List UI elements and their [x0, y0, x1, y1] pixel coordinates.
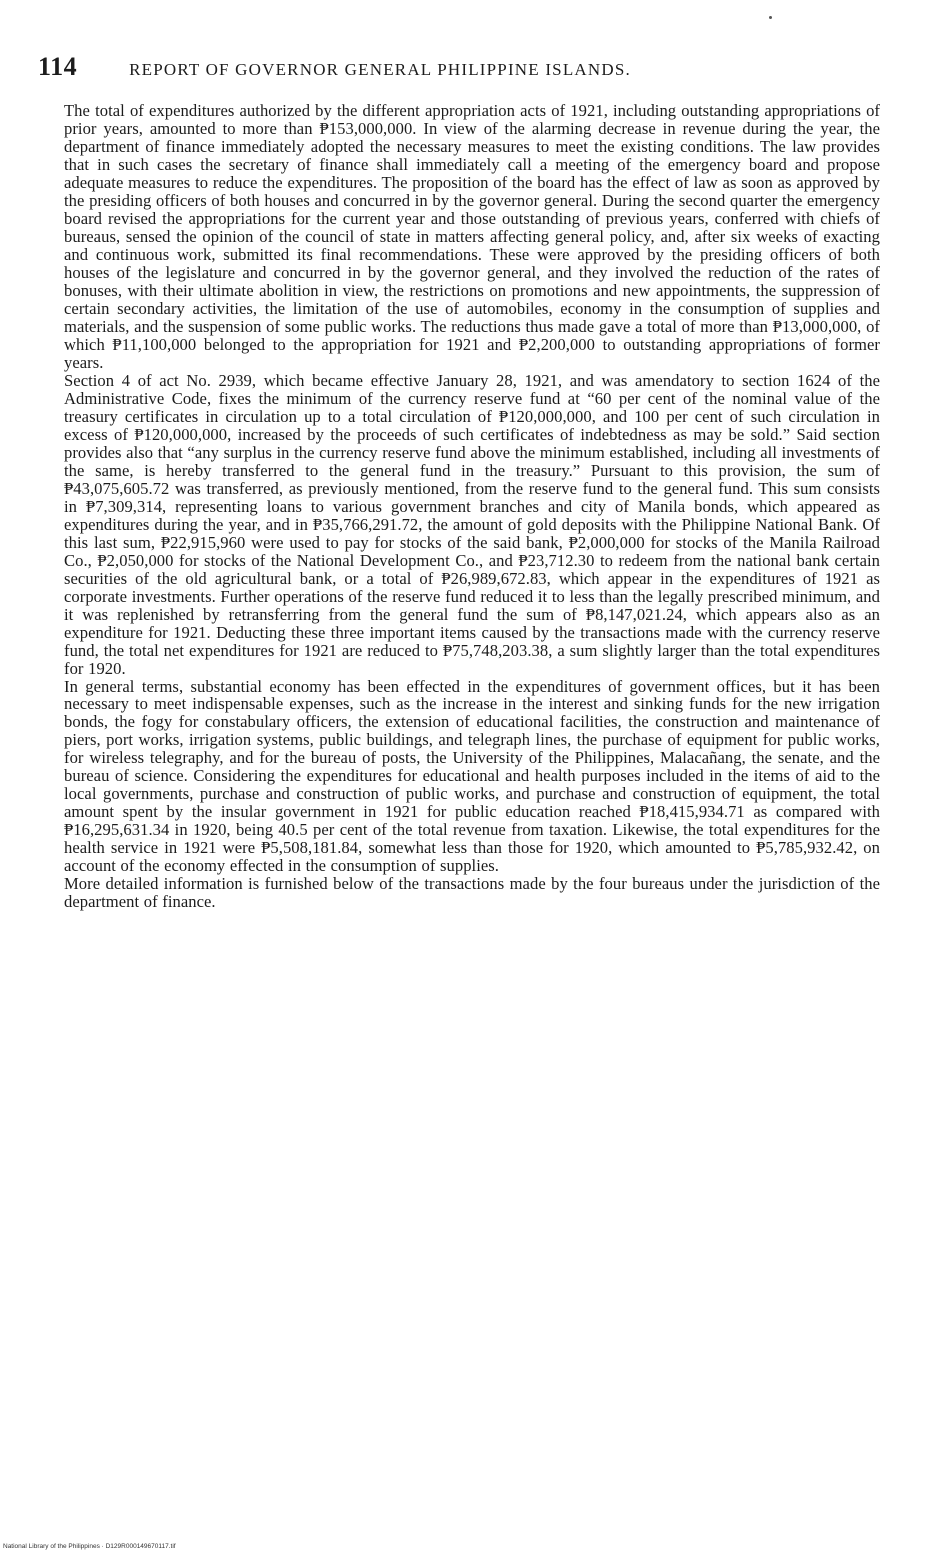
scan-speck: [769, 16, 772, 19]
page-number: 114: [38, 52, 78, 81]
paragraph-expenditures-authorized: The total of expenditures authorized by the different appropriation acts of 1921, including outstanding appropriations of prior years, amounted to more than ₱153,000,000. In view of the alarming decrease in revenue during the year, the department of finance immediately adopted the necessary measures to meet the existing conditions. The law provides that in such cases the secretary of finance shall immediately call a meeting of the emergency board and propose adequate measures to reduce the expenditures. The proposition of the board has the effect of law as soon as approved by the presiding officers of both houses and concurred in by the governor general. During the second quarter the emergency board revised the appropriations for the current year and those outstanding of previous years, conferred with chiefs of bureaus, sensed the opinion of the council of state in matters affecting general policy, and, after six weeks of exacting and continuous work, submitted its final recommendations. These were approved by the presiding officers of both houses of the legislature and concurred in by the governor general, and they involved the reduction of the rates of bonuses, with their ultimate abolition in view, the restrictions on promotions and new appointments, the suppression of certain secondary activities, the limitation of the use of automobiles, economy in the consumption of supplies and materials, and the suspension of some public works. The reductions thus made gave a total of more than ₱13,000,000, of which ₱11,100,000 belonged to the appropriation for 1921 and ₱2,200,000 to outstanding appropriations of former years.: [64, 101, 880, 372]
paragraph-currency-reserve-fund: Section 4 of act No. 2939, which became effective January 28, 1921, and was amendatory to section 1624 of the Administrative Code, fixes the minimum of the currency reserve fund at “60 per cent of the nominal value of the treasury certificates in circulation up to a total circulation of ₱120,000,000, and 100 per cent of such circulation in excess of ₱120,000,000, increased by the proceeds of such certificates of indebtedness as may be sold.” Said section provides also that “any surplus in the currency reserve fund above the minimum established, including all investments of the same, is hereby transferred to the general fund in the treasury.” Pursuant to this provision, the sum of ₱43,075,605.72 was transferred, as previously mentioned, from the reserve fund to the general fund. This sum consists in ₱7,309,314, representing loans to various government branches and city of Manila bonds, which appeared as expenditures during the year, and in ₱35,766,291.72, the amount of gold deposits with the Philippine National Bank. Of this last sum, ₱22,915,960 were used to pay for stocks of the said bank, ₱2,000,000 for stocks of the Manila Railroad Co., ₱2,050,000 for stocks of the National Development Co., and ₱23,712.30 to redeem from the national bank certain securities of the old agricultural bank, or a total of ₱26,989,672.83, which appear in the expenditures of 1921 as corporate investments. Further operations of the reserve fund reduced it to less than the legally prescribed minimum, and it was replenished by retransferring from the general fund the sum of ₱8,147,021.24, which appears also as an expenditure for 1921. Deducting these three important items caused by the transactions made with the currency reserve fund, the total net expenditures for 1921 are reduced to ₱75,748,203.38, a sum slightly larger than the total expenditures for 1920.: [64, 370, 880, 678]
paragraph-detailed-information: More detailed information is furnished below of the transactions made by the four bureaus under the jurisdiction of the department of finance.: [64, 874, 880, 912]
scan-credit-line: National Library of the Philippines · D129R000149670117.tif: [3, 1543, 176, 1550]
paragraph-general-economy: In general terms, substantial economy has been effected in the expenditures of government offices, but it has been necessary to meet indispensable expenses, such as the increase in the interest and sinking funds for the new irrigation bonds, the fogy for constabulary officers, the extension of educational facilities, the construction and maintenance of piers, port works, irrigation systems, public buildings, and telegraph lines, the purchase of equipment for public works, for wireless telegraphy, and for the bureau of posts, the University of the Philippines, Malacañang, the senate, and the bureau of science. Considering the expenditures for educational and health purposes included in the items of aid to the local governments, purchase and construction of public works, and purchase and construction of equipment, the total amount spent by the insular government in 1921 for public education reached ₱18,415,934.71 as compared with ₱16,295,631.34 in 1920, being 40.5 per cent of the total revenue from taxation. Likewise, the total expenditures for the health service in 1921 were ₱5,508,181.84, somewhat less than those for 1920, which amounted to ₱5,785,932.42, on account of the economy effected in the consumption of supplies.: [64, 676, 880, 876]
running-head: REPORT OF GOVERNOR GENERAL PHILIPPINE ISLANDS.: [129, 60, 631, 79]
page-header: [38, 52, 818, 82]
report-body: [64, 102, 880, 911]
